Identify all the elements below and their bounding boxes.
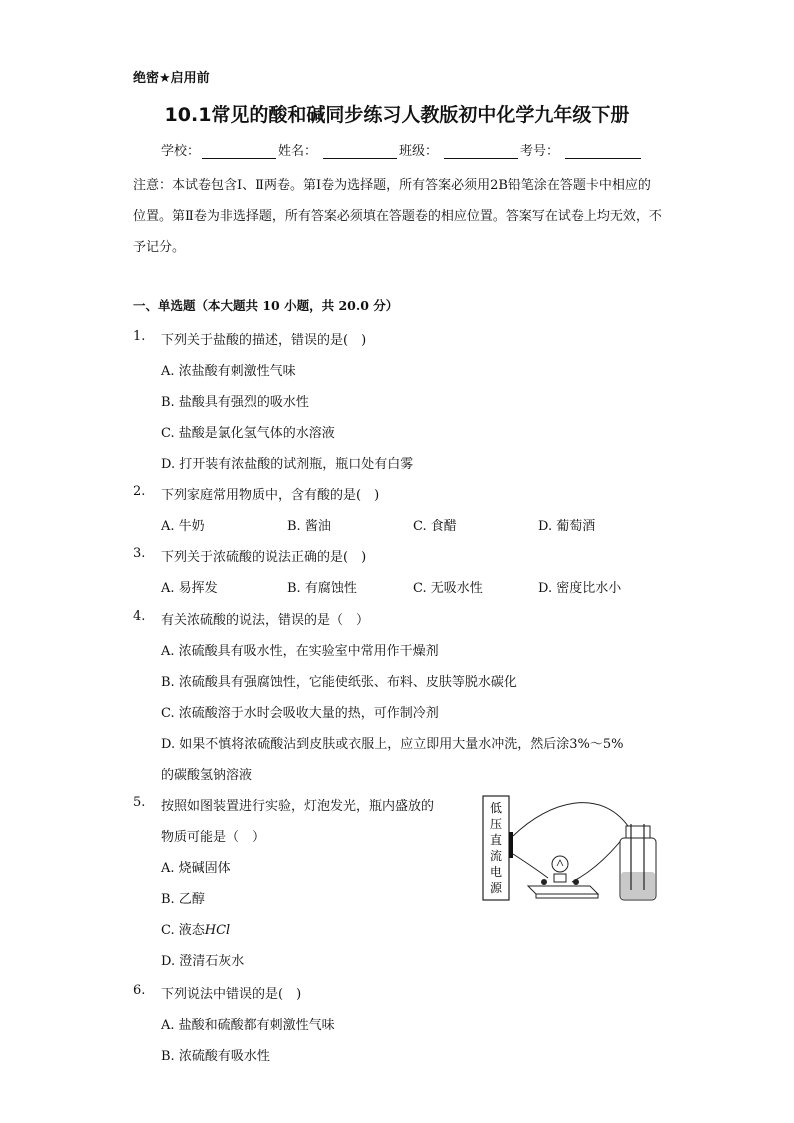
class-label: 班级： xyxy=(399,144,439,159)
option-b[interactable]: B. 浓硫酸具有强腐蚀性，它能使纸张、布料、皮肤等脱水碳化 xyxy=(161,675,517,690)
power-label-char: 源 xyxy=(489,881,503,895)
jar-liquid xyxy=(621,872,655,899)
exam-no-field[interactable] xyxy=(565,144,641,159)
option-c[interactable]: C. 浓硫酸溶于水时会吸收大量的热，可作制冷剂 xyxy=(161,706,439,721)
question-number: 6. xyxy=(133,983,146,998)
question-text-continued: 物质可能是（ ） xyxy=(161,830,266,845)
option-a[interactable]: A. 烧碱固体 xyxy=(161,861,231,876)
wire-top xyxy=(513,803,628,836)
option-b[interactable]: B. 乙醇 xyxy=(161,892,205,907)
option-c-label: C. 液态 xyxy=(161,923,205,938)
hcl-formula: HCl xyxy=(204,923,231,938)
light-bulb xyxy=(552,856,568,872)
option-d[interactable]: D. 如果不慎将浓硫酸沾到皮肤或衣服上，应立即用大量水冲洗，然后涂3%～5% xyxy=(161,737,624,752)
question-text: 下列关于浓硫酸的说法正确的是( ) xyxy=(161,550,367,565)
power-label-char: 直 xyxy=(489,833,503,847)
question-number: 5. xyxy=(133,795,146,810)
lamp-base-board xyxy=(528,886,598,894)
circuit-figure xyxy=(480,790,665,910)
question-number: 3. xyxy=(133,546,146,561)
power-label-char: 流 xyxy=(489,849,503,863)
jar-neck xyxy=(626,826,650,838)
option-c[interactable]: C. 盐酸是氯化氢气体的水溶液 xyxy=(161,426,335,441)
secret-label: 绝密★启用前 xyxy=(133,71,210,86)
exam-no-label: 考号： xyxy=(520,144,560,159)
question-number: 2. xyxy=(133,484,146,499)
wire-to-lamp xyxy=(513,854,548,878)
option-b[interactable]: B. 有腐蚀性 xyxy=(287,581,357,596)
student-info-line xyxy=(161,140,643,159)
question-text: 有关浓硫酸的说法，错误的是（ ） xyxy=(161,613,370,628)
page-title: 10.1常见的酸和碱同步练习人教版初中化学九年级下册 xyxy=(164,104,630,126)
option-d-continued: 的碳酸氢钠溶液 xyxy=(161,768,253,783)
option-d[interactable]: D. 密度比水小 xyxy=(538,581,622,596)
option-c[interactable] xyxy=(161,919,230,938)
option-b[interactable]: B. 浓硫酸有吸水性 xyxy=(161,1049,270,1064)
option-d[interactable]: D. 葡萄酒 xyxy=(538,519,596,534)
power-label-char: 压 xyxy=(489,817,503,831)
school-field[interactable] xyxy=(202,144,276,159)
option-b[interactable]: B. 盐酸具有强烈的吸水性 xyxy=(161,395,309,410)
power-label-char: 低 xyxy=(489,801,503,815)
question-text: 下列说法中错误的是( ) xyxy=(161,987,302,1002)
name-label: 姓名： xyxy=(278,144,318,159)
power-label-char: 电 xyxy=(489,865,503,879)
option-a[interactable]: A. 牛奶 xyxy=(161,519,205,534)
class-field[interactable] xyxy=(444,144,518,159)
name-field[interactable] xyxy=(323,144,397,159)
terminal xyxy=(509,832,513,858)
option-d[interactable]: D. 澄清石灰水 xyxy=(161,954,245,969)
section-heading: 一、单选题（本大题共 10 小题，共 20.0 分） xyxy=(133,298,399,313)
question-number: 4. xyxy=(133,609,146,624)
option-b[interactable]: B. 酱油 xyxy=(287,519,331,534)
option-a[interactable]: A. 浓盐酸有刺激性气味 xyxy=(161,364,296,379)
question-number: 1. xyxy=(133,329,146,344)
option-a[interactable]: A. 易挥发 xyxy=(161,581,218,596)
question-text: 下列关于盐酸的描述，错误的是( ) xyxy=(161,333,367,348)
option-d[interactable]: D. 打开装有浓盐酸的试剂瓶，瓶口处有白雾 xyxy=(161,457,414,472)
question-text: 下列家庭常用物质中，含有酸的是( ) xyxy=(161,488,380,503)
school-label: 学校： xyxy=(161,144,201,159)
option-c[interactable]: C. 无吸水性 xyxy=(413,581,483,596)
question-text: 按照如图装置进行实验，灯泡发光，瓶内盛放的 xyxy=(161,799,435,814)
notice-text: 注意：本试卷包含Ⅰ、Ⅱ两卷。第Ⅰ卷为选择题，所有答案必须用2B铅笔涂在答题卡中相应的位置。第Ⅱ卷为非选择题，所有答案必须填在答题卷的相应位置。答案写在试卷上均无效，不予记分。 xyxy=(133,178,662,255)
option-a[interactable]: A. 盐酸和硫酸都有刺激性气味 xyxy=(161,1018,335,1033)
option-a[interactable]: A. 浓硫酸具有吸水性，在实验室中常用作干燥剂 xyxy=(161,644,439,659)
option-c[interactable]: C. 食醋 xyxy=(413,519,457,534)
lamp-socket xyxy=(554,874,566,882)
